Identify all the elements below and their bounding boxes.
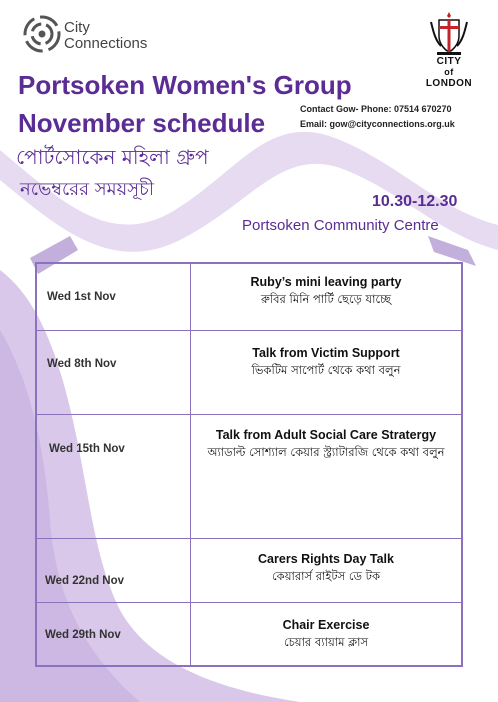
city-of-london-crest-icon [427,10,471,56]
event-bengali: চেয়ার ব্যায়াম ক্লাস [283,635,369,649]
venue: Portsoken Community Centre [242,217,439,234]
event-title: Carers Rights Day Talk [258,552,394,566]
schedule-date: Wed 22nd Nov [45,575,125,587]
bengali-title: পোর্টসোকেন মহিলা গ্রুপ [16,145,209,169]
page-title: Portsoken Women's Group [18,70,352,100]
crest-line1: CITY [436,56,462,67]
event-title: Talk from Adult Social Care Stratergy [215,428,437,442]
schedule-event [190,603,461,665]
crest-line2: LONDON [425,78,473,89]
logo-line2: Connections [64,35,148,52]
logo-line1: City [64,19,90,36]
city-connections-logo-icon [22,14,62,54]
schedule-event [190,331,461,414]
event-bengali: অ্যাডাল্ট সোশ্যাল কেয়ার স্ট্র্যাটারজি থেকে কথা বলুন [207,445,445,459]
schedule-event [190,539,461,602]
contact-phone: Contact Gow- Phone: 07514 670270 [300,104,452,114]
city-connections-logo [22,14,172,62]
contact-info [300,102,455,132]
schedule-row [37,538,461,602]
schedule-row [37,330,461,414]
schedule-date: Wed 8th Nov [47,358,117,370]
schedule-date: Wed 29th Nov [45,629,121,641]
schedule-date: Wed 15th Nov [49,443,125,455]
session-time: 10.30-12.30 [372,193,458,210]
bengali-subtitle: নভেম্বরের সময়সূচী [20,179,154,200]
city-of-london-crest [418,10,480,92]
schedule-event [190,264,461,330]
event-title: Chair Exercise [282,618,370,632]
contact-email: Email: gow@cityconnections.org.uk [300,119,455,129]
schedule-date: Wed 1st Nov [47,291,116,303]
schedule-row [37,602,461,665]
logo-text [64,20,147,52]
crest-of: of [444,67,454,77]
schedule-row [37,264,461,330]
schedule-event [190,415,461,538]
event-title: Talk from Victim Support [252,346,400,360]
schedule-row [37,414,461,538]
event-bengali: কেয়ারার্স রাইটস ডে টক [272,569,380,583]
schedule-table [35,262,463,667]
event-bengali: ভিকটিম সাপোর্ট থেকে কথা বলুন [251,363,401,377]
event-bengali: রুবির মিনি পার্টি ছেড়ে যাচ্ছে [261,292,391,306]
page-subtitle: November schedule [18,108,266,138]
event-title: Ruby’s mini leaving party [250,275,402,289]
